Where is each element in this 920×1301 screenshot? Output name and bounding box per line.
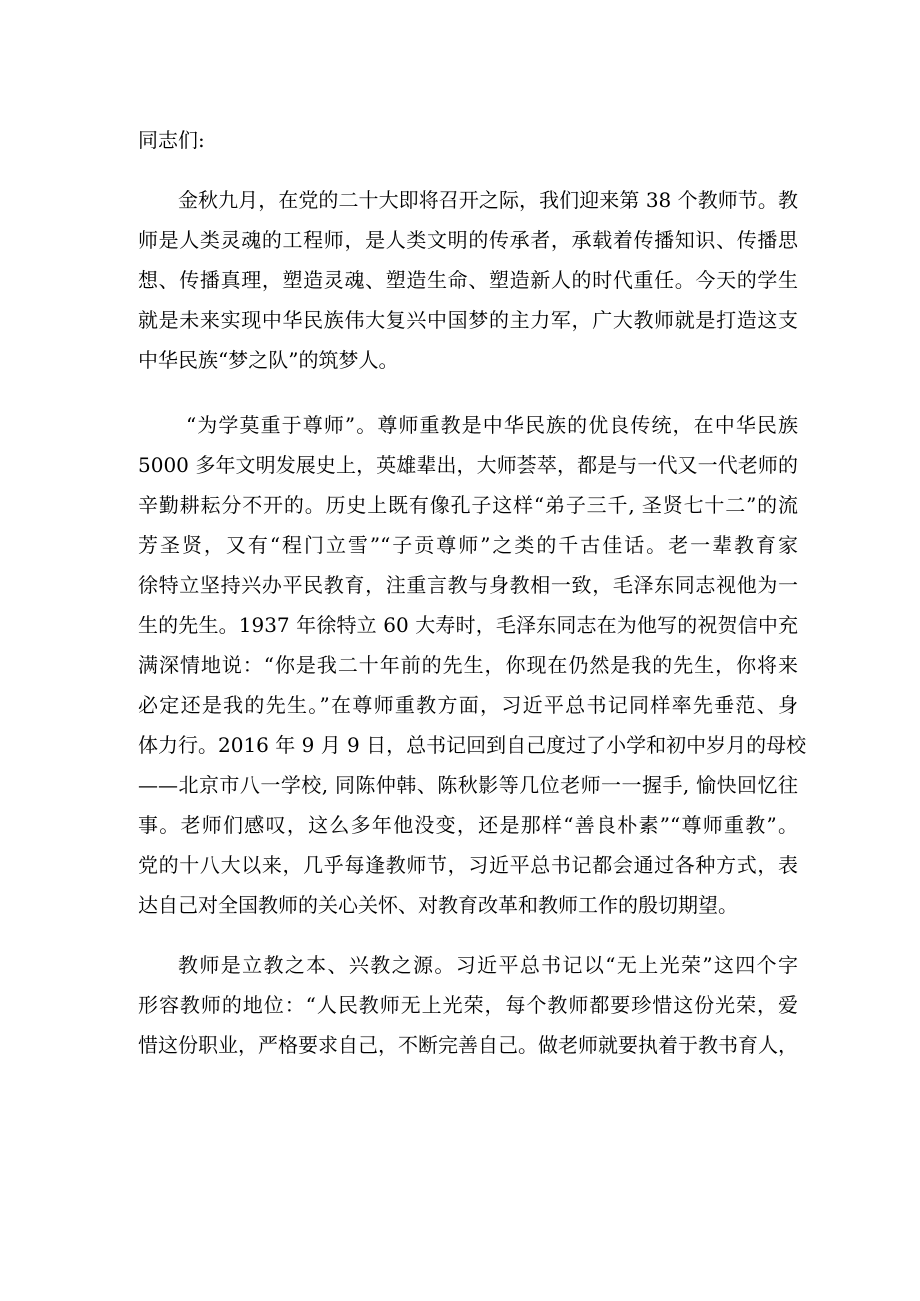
paragraph-1-line-1: 金秋九月，在党的二十大即将召开之际，我们迎来第 38 个教师节。教 [178,188,798,212]
paragraph-1-line-5: 中华民族“梦之队”的筑梦人。 [138,348,399,372]
paragraph-2-line-6: 生的先生。1937 年徐特立 60 大寿时，毛泽东同志在为他写的祝贺信中充 [138,613,798,637]
paragraph-2-line-9: 体力行。2016 年 9 月 9 日，总书记回到自己度过了小学和初中岁月的母校 [138,733,807,757]
paragraph-2-line-5: 徐特立坚持兴办平民教育，注重言教与身教相一致，毛泽东同志视他为一 [138,573,798,597]
paragraph-3-line-1: 教师是立教之本、兴教之源。习近平总书记以“无上光荣”这四个字 [178,953,798,977]
paragraph-2-line-1: “为学莫重于尊师”。尊师重教是中华民族的优良传统，在中华民族 [186,413,798,437]
paragraph-2-line-8: 必定还是我的先生。”在尊师重教方面，习近平总书记同样率先垂范、身 [138,693,798,717]
paragraph-2-line-3: 辛勤耕耘分不开的。历史上既有像孔子这样“弟子三千, 圣贤七十二”的流 [138,493,798,517]
paragraph-2-line-2: 5000 多年文明发展史上，英雄辈出，大师荟萃，都是与一代又一代老师的 [138,453,798,477]
paragraph-3-line-2: 形容教师的地位：“人民教师无上光荣，每个教师都要珍惜这份光荣，爱 [138,993,798,1017]
paragraph-1-line-4: 就是未来实现中华民族伟大复兴中国梦的主力军，广大教师就是打造这支 [138,308,798,332]
paragraph-2-line-7: 满深情地说：“你是我二十年前的先生，你现在仍然是我的先生，你将来 [138,653,798,677]
paragraph-1-line-3: 想、传播真理，塑造灵魂、塑造生命、塑造新人的时代重任。今天的学生 [138,268,798,292]
paragraph-2-line-4: 芳圣贤，又有“程门立雪”“子贡尊师”之类的千古佳话。老一辈教育家 [138,533,798,557]
paragraph-2-line-10: ——北京市八一学校, 同陈仲韩、陈秋影等几位老师一一握手, 愉快回忆往 [138,773,798,797]
paragraph-1-line-2: 师是人类灵魂的工程师，是人类文明的传承者，承载着传播知识、传播思 [138,228,798,252]
salutation: 同志们: [138,128,205,152]
paragraph-2-line-12: 党的十八大以来，几乎每逢教师节，习近平总书记都会通过各种方式，表 [138,853,798,877]
paragraph-3-line-3: 惜这份职业，严格要求自己，不断完善自己。做老师就要执着于教书育人， [138,1033,798,1057]
paragraph-2-line-11: 事。老师们感叹，这么多年他没变，还是那样“善良朴素”“尊师重教”。 [138,813,798,837]
paragraph-2-line-13: 达自己对全国教师的关心关怀、对教育改革和教师工作的殷切期望。 [138,893,738,917]
